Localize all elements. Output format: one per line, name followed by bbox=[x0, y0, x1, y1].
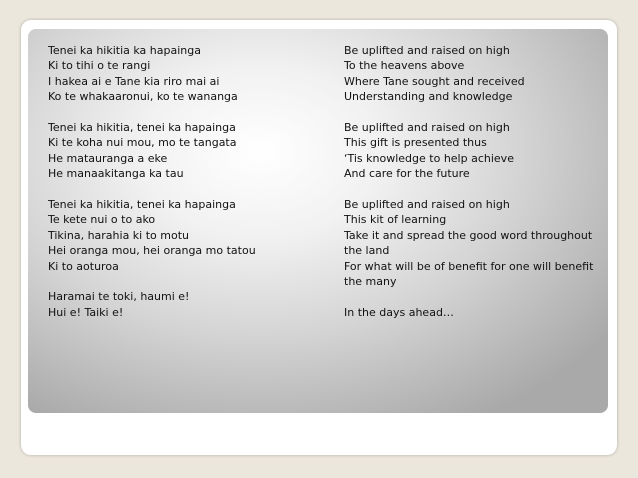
lyric-line: He manaakitanga ka tau bbox=[48, 167, 184, 181]
lyric-line: Te kete nui o to ako bbox=[48, 213, 156, 227]
lyric-line: Hei oranga mou, hei oranga mo tatou bbox=[48, 244, 256, 258]
translation-line: Take it and spread the good word throughout the land bbox=[344, 228, 593, 258]
lyric-line: Ki to tihi o te rangi bbox=[48, 59, 151, 73]
translation-line: This gift is presented thus bbox=[344, 136, 487, 150]
translation-line: ‘Tis knowledge to help achieve bbox=[344, 151, 514, 165]
translation-line: And care for the future bbox=[344, 167, 470, 181]
lyric-line: Tikina, harahia ki to motu bbox=[48, 228, 190, 242]
english-translation-column bbox=[344, 43, 598, 320]
lyric-line: Ki te koha nui mou, mo te tangata bbox=[48, 136, 237, 150]
lyric-line: Tenei ka hikitia, tenei ka hapainga bbox=[48, 198, 236, 212]
lyric-line: I hakea ai e Tane kia riro mai ai bbox=[48, 74, 220, 88]
translation-line: Be uplifted and raised on high bbox=[344, 198, 510, 212]
translation-line: Understanding and knowledge bbox=[344, 90, 513, 104]
translation-line: For what will be of benefit for one will benefit the many bbox=[344, 259, 594, 289]
lyric-line: Ko te whakaaronui, ko te wananga bbox=[48, 90, 238, 104]
translation-line: In the days ahead… bbox=[344, 305, 454, 319]
translation-line: Where Tane sought and received bbox=[344, 74, 525, 88]
translation-line: Be uplifted and raised on high bbox=[344, 44, 510, 57]
translation-line: This kit of learning bbox=[344, 213, 447, 227]
lyric-line: Haramai te toki, haumi e! bbox=[48, 290, 190, 304]
lyric-line: Ki to aoturoa bbox=[48, 259, 119, 273]
lyric-line: He matauranga a eke bbox=[48, 151, 168, 165]
translation-line: Be uplifted and raised on high bbox=[344, 121, 510, 135]
lyric-line: Tenei ka hikitia ka hapainga bbox=[48, 44, 201, 57]
maori-lyrics-column bbox=[48, 43, 328, 320]
lyric-line: Tenei ka hikitia, tenei ka hapainga bbox=[48, 121, 236, 135]
lyric-line: Hui e! Taiki e! bbox=[48, 305, 124, 319]
translation-line: To the heavens above bbox=[344, 59, 465, 73]
